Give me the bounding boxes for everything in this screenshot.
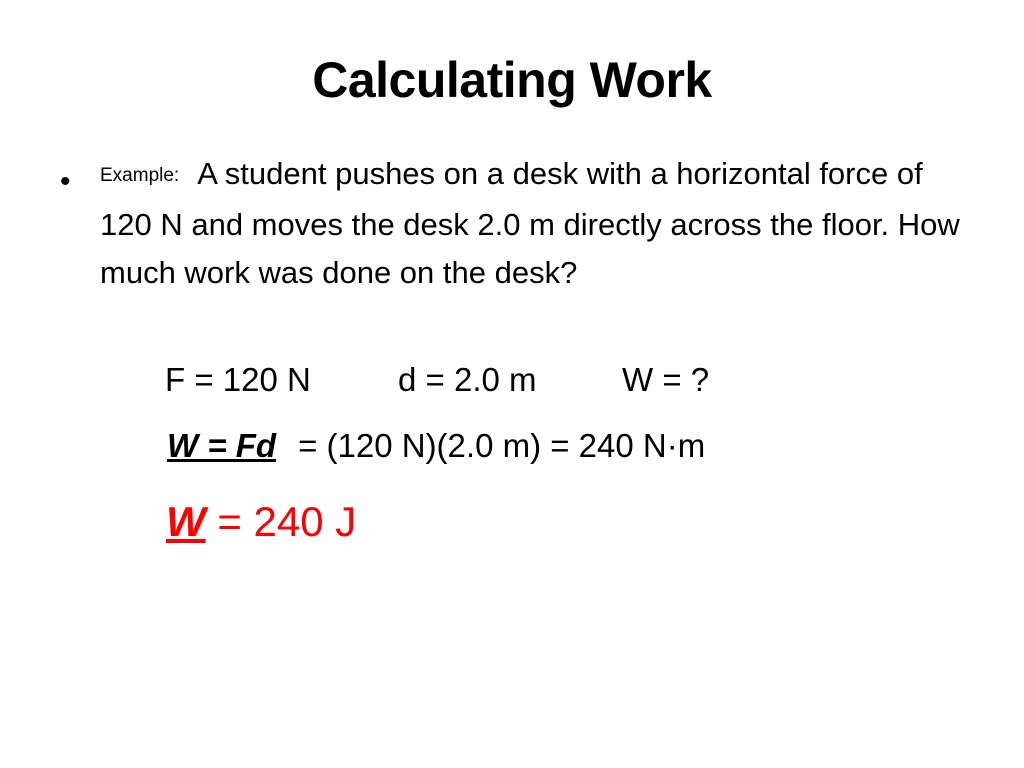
given-work: W = ? <box>622 361 710 398</box>
final-answer <box>166 494 356 550</box>
example-label: Example: <box>100 165 180 186</box>
answer-value: = 240 J <box>205 498 357 545</box>
given-distance: d = 2.0 m <box>398 361 537 398</box>
slide-title: Calculating Work <box>312 52 712 108</box>
bullet-dot: • <box>60 165 71 198</box>
given-values <box>165 356 709 404</box>
work-equation <box>167 422 705 470</box>
work-calculation: = (120 N)(2.0 m) = 240 N·m <box>298 427 706 464</box>
example-text: A student pushes on a desk with a horizontal force of 120 N and moves the desk 2.0 m directly across the floor. How much work was done on the desk? <box>100 156 960 290</box>
example-paragraph <box>100 150 980 298</box>
given-force: F = 120 N <box>165 361 311 398</box>
work-formula: W = Fd <box>167 427 277 464</box>
answer-variable: W <box>166 498 206 545</box>
